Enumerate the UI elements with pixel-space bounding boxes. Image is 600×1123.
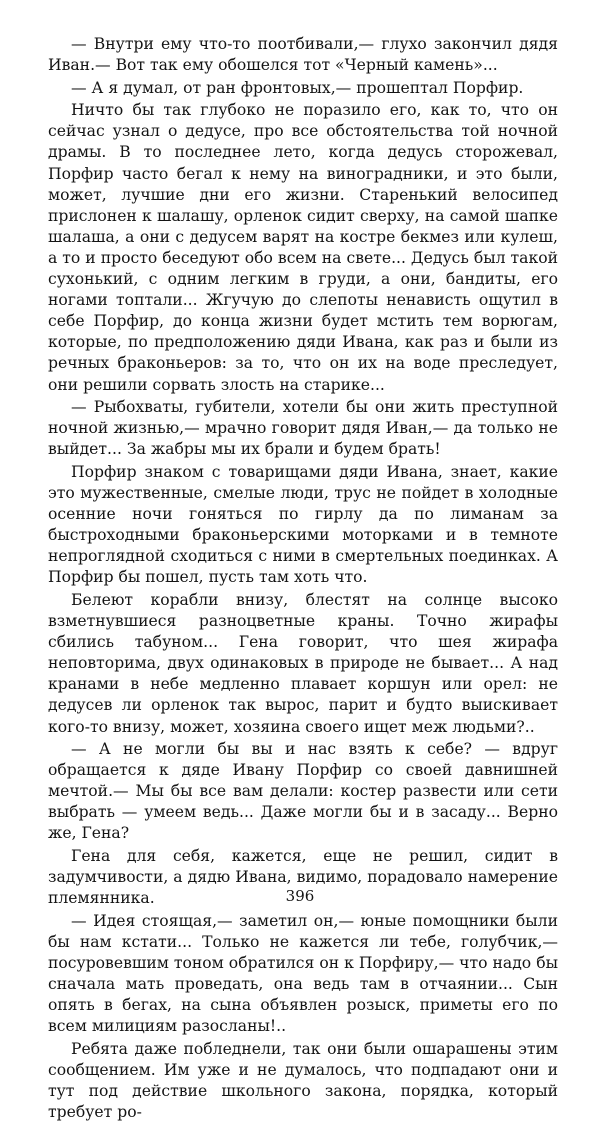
paragraph-8: Гена для себя, кажется, еще не решил, сидит в задумчивости, а дядю Ивана, видимо, порадовало намерение племянника. [48, 847, 558, 908]
paragraph-3: Ничто бы так глубоко не поразило его, как то, что он сейчас узнал о дедусе, про все обстоятельства той ночной драмы. В то последнее лето, когда дедусь сторожевал, Порфир часто бегал к нему на виноградники, и это были, может, лучшие дни его жизни. Старенький велосипед прислонен к шалашу, орленок сидит сверху, на самой шапке шалаша, а они с дедусем варят на костре бекмез или кулеш, а то и просто беседуют обо всем на свете... Дедусь был такой сухонький, с одним легким в груди, а они, бандиты, его ногами топтали... Жгучую до слепоты ненависть ощутил в себе Порфир, до конца жизни будет мстить тем ворюгам, которые, по предположению дяди Ивана, как раз и были из речных браконьеров: за то, что он их на воде преследует, они решили сорвать злость на старике... [48, 101, 558, 394]
paragraph-9: — Идея стоящая,— заметил он,— юные помощники были бы нам кстати... Только не кажется ли тебе, голубчик,— посуровевшим тоном обратился он к Порфиру,— что надо бы сначала мать проведать, она ведь там в отчаянии... Сын опять в бегах, на сына объявлен розыск, приметы его по всем милициям разосланы!.. [48, 911, 558, 1036]
paragraph-5: Порфир знаком с товарищами дяди Ивана, знает, какие это мужественные, смелые люди, трус не пойдет в холодные осенние ночи гоняться по гирлу да по лиманам за быстроходными браконьерскими моторками и в темноте непроглядной сходиться с ними в смертельных поединках. А Порфир бы пошел, пусть там хоть что. [48, 462, 558, 587]
paragraph-7: — А не могли бы вы и нас взять к себе? — вдруг обращается к дяде Ивану Порфир со своей давнишней мечтой.— Мы бы все вам делали: костер развести или сети выбрать — умеем ведь... Даже могли бы и в засаду... Верно же, Гена? [48, 740, 558, 843]
paragraph-4: — Рыбохваты, губители, хотели бы они жить преступной ночной жизнью,— мрачно говорит дядя Иван,— да только не выйдет... За жабры мы их брали и будем брать! [48, 398, 558, 459]
paragraph-2: — А я думал, от ран фронтовых,— прошептал Порфир. [71, 78, 524, 97]
page-text [48, 34, 558, 1123]
paragraph-6: Белеют корабли внизу, блестят на солнце высоко взметнувшиеся разноцветные краны. Точно жирафы сбились табуном... Гена говорит, что шея жирафа неповторима, двух одинаковых в природе не бывает... А над кранами в небе медленно плавает коршун или орел: не дедусев ли орленок так вырос, парит и будто выискивает кого-то внизу, может, хозяина своего ищет меж людьми?.. [48, 590, 558, 736]
paragraph-10: Ребята даже побледнели, так они были ошарашены этим сообщением. Им уже и не думалось, что подпадают они и тут под действие школьного закона, порядка, который требует ро- [48, 1039, 558, 1122]
page-number: 396 [285, 887, 315, 905]
paragraph-1: — Внутри ему что-то поотбивали,— глухо закончил дядя Иван.— Вот так ему обошелся тот «Черный камень»... [48, 35, 558, 75]
